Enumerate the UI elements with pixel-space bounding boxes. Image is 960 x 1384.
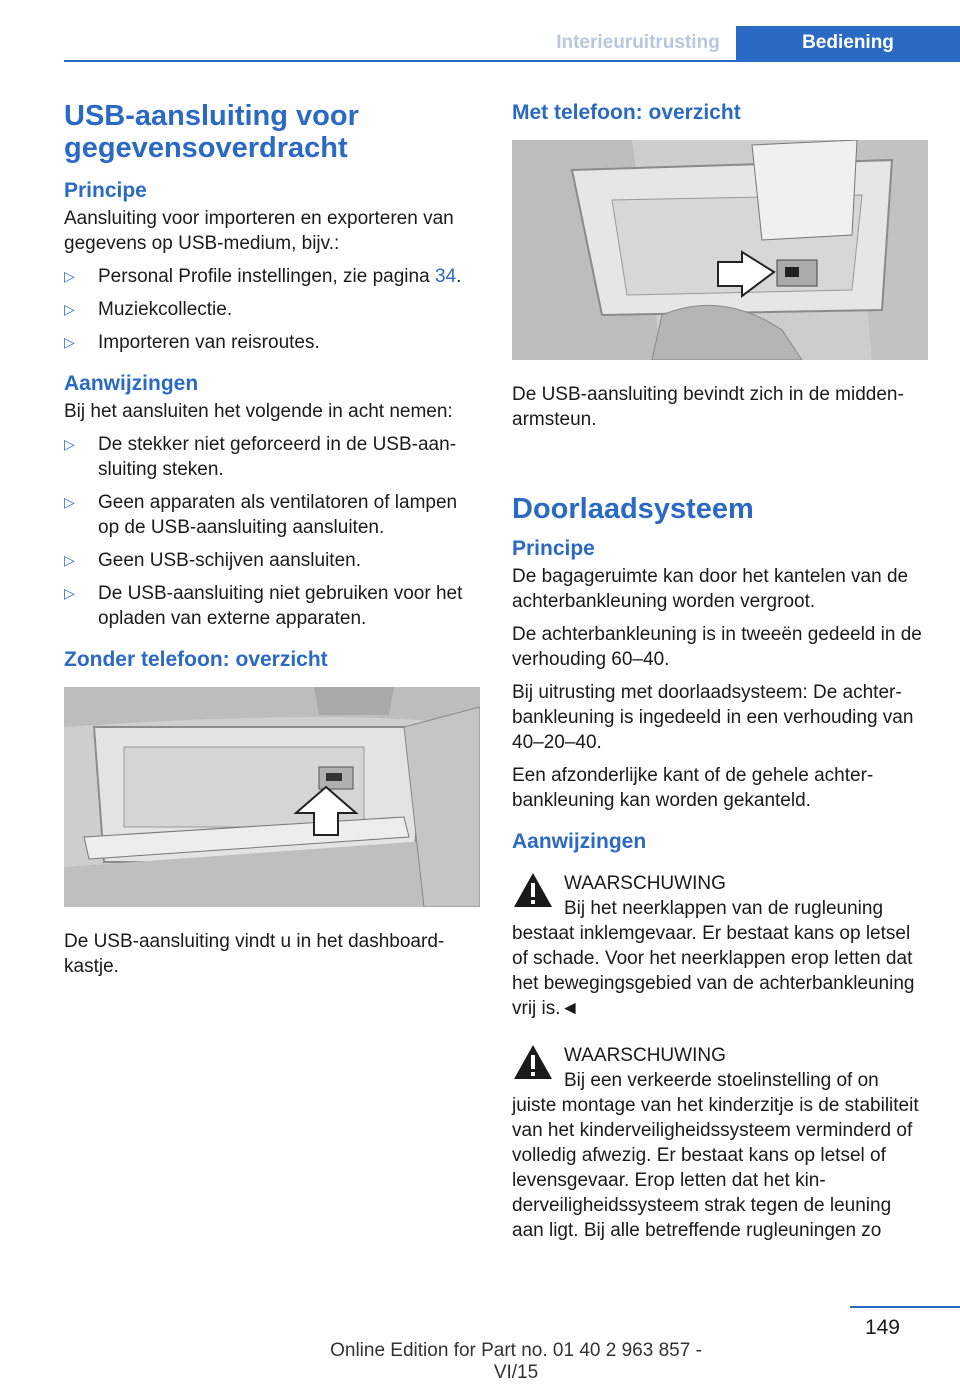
header-rule bbox=[64, 60, 960, 62]
glovebox-usb-photo bbox=[64, 687, 480, 907]
list-item-text: Geen USB-schijven aansluiten. bbox=[98, 550, 361, 571]
principle-heading-2: Principe bbox=[512, 537, 595, 560]
list-item-tail: . bbox=[456, 266, 462, 287]
list-item bbox=[64, 297, 480, 322]
list-item-text: Personal Profile instellingen, zie pagina bbox=[98, 266, 435, 287]
list-item-text: Muziekcollectie. bbox=[98, 299, 233, 320]
usb-title: USB-aansluiting voor gegevensoverdracht bbox=[64, 100, 359, 164]
warning-first-line: Bij het neerklappen van de rugleuning bbox=[564, 898, 884, 919]
warning-triangle-icon bbox=[512, 871, 554, 909]
list-item-text: Geen apparaten als ventilatoren of lampen op de USB-aansluiting aansluiten. bbox=[98, 492, 458, 538]
edition-line: Online Edition for Part no. 01 40 2 963 857 - VI/15 bbox=[330, 1340, 702, 1383]
warning-triangle-icon bbox=[512, 1043, 554, 1081]
triangle-bullet-icon: ▷ bbox=[64, 552, 75, 568]
warning-label: WAARSCHUWING bbox=[564, 873, 726, 894]
notes-list bbox=[64, 432, 480, 631]
notes-heading-2: Aanwijzingen bbox=[512, 830, 647, 853]
list-item-text: Importeren van reisroutes. bbox=[98, 332, 320, 353]
paragraph: De bagageruimte kan door het kantelen van de achterbankleuning worden vergroot. bbox=[512, 566, 909, 612]
warning-block bbox=[512, 1043, 928, 1243]
footer-rule bbox=[850, 1306, 960, 1308]
header-chapter: Bediening bbox=[736, 26, 960, 60]
page-number: 149 bbox=[864, 1316, 900, 1339]
list-item bbox=[64, 264, 480, 289]
right-column bbox=[512, 100, 928, 1265]
header-section: Interieuruitrusting bbox=[556, 32, 720, 53]
phone-heading: Met telefoon: overzicht bbox=[512, 101, 741, 124]
triangle-bullet-icon: ▷ bbox=[64, 301, 75, 317]
principle-list bbox=[64, 264, 480, 355]
triangle-bullet-icon: ▷ bbox=[64, 334, 75, 350]
paragraph: Een afzonderlijke kant of de gehele achterbankleuning kan worden gekanteld. bbox=[512, 765, 874, 811]
principle-heading: Principe bbox=[64, 179, 147, 202]
triangle-bullet-icon: ▷ bbox=[64, 436, 75, 452]
warning-text: bestaat inklemgevaar. Er bestaat kans op letsel of schade. Voor het neerklappen erop letten dat het bewegingsgebied van de achterbankleuning vrij is.◄ bbox=[512, 923, 915, 1019]
list-item bbox=[64, 432, 480, 482]
triangle-bullet-icon: ▷ bbox=[64, 585, 75, 601]
notes-text: Bij het aansluiten het volgende in acht nemen: bbox=[64, 401, 453, 422]
list-item bbox=[64, 581, 480, 631]
loadthrough-title: Doorlaadsysteem bbox=[512, 493, 754, 525]
list-item bbox=[64, 548, 480, 573]
no-phone-caption: De USB-aansluiting vindt u in het dashboardkastje. bbox=[64, 931, 445, 977]
list-item-text: De stekker niet geforceerd in de USB-aansluiting steken. bbox=[98, 434, 457, 480]
triangle-bullet-icon: ▷ bbox=[64, 268, 75, 284]
warning-label: WAARSCHUWING bbox=[564, 1045, 726, 1066]
left-column bbox=[64, 100, 480, 987]
warning-first-line: Bij een verkeerde stoelinstelling of on bbox=[564, 1070, 879, 1091]
triangle-bullet-icon: ▷ bbox=[64, 494, 75, 510]
no-phone-heading: Zonder telefoon: overzicht bbox=[64, 648, 328, 671]
running-header bbox=[540, 26, 960, 60]
list-item-text: De USB-aansluiting niet gebruiken voor het opladen van externe apparaten. bbox=[98, 583, 463, 629]
notes-heading: Aanwijzingen bbox=[64, 372, 199, 395]
armrest-usb-photo bbox=[512, 140, 928, 360]
warning-text: juiste montage van het kinderzitje is de stabiliteit van het kinderveiligheidssysteem verminderd of volledig afwezig. Er bestaat kans op letsel of levensgevaar. Erop letten dat het kinderveiligheidssysteem strak tegen de leuning aan ligt. Bij alle betreffende rugleuningen zo bbox=[512, 1095, 919, 1241]
paragraph: Bij uitrusting met doorlaadsysteem: De achterbankleuning is ingedeeld in een verhouding van 40–20–40. bbox=[512, 682, 914, 753]
page-reference-link[interactable]: 34 bbox=[434, 266, 457, 287]
list-item bbox=[64, 330, 480, 355]
warning-block bbox=[512, 871, 928, 1021]
paragraph: De achterbankleuning is in tweeën gedeeld in de verhouding 60–40. bbox=[512, 624, 922, 670]
phone-caption: De USB-aansluiting bevindt zich in de middenarmsteun. bbox=[512, 384, 904, 430]
list-item bbox=[64, 490, 480, 540]
principle-text: Aansluiting voor importeren en exporteren van gegevens op USB-medium, bijv.: bbox=[64, 208, 454, 254]
